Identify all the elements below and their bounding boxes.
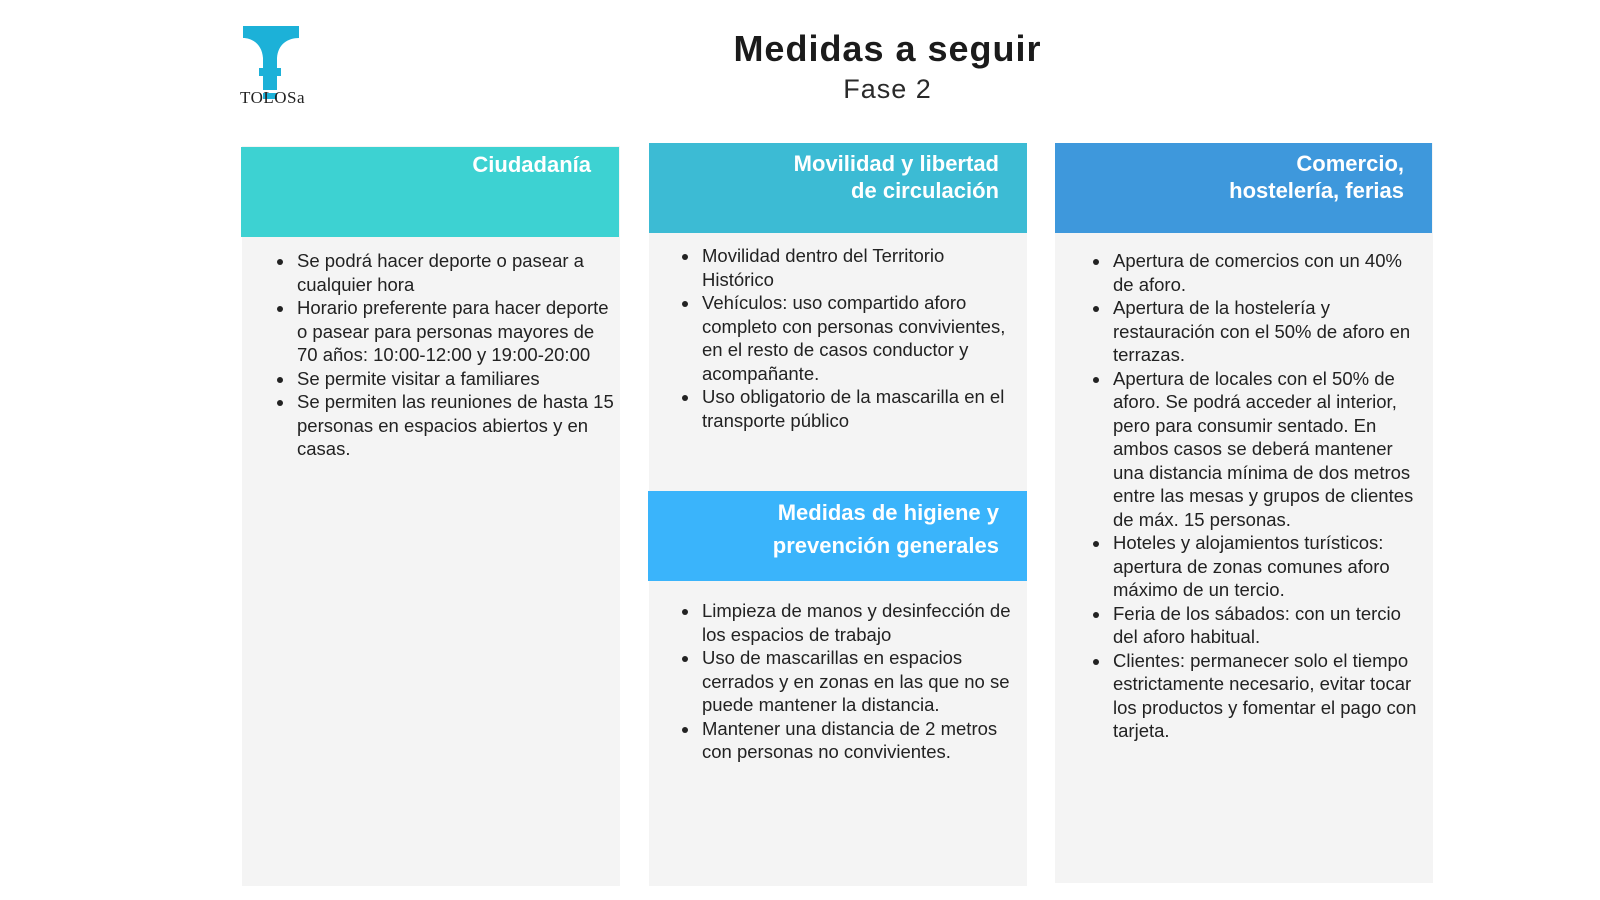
- comercio-list: [1093, 249, 1421, 743]
- page-subtitle: Fase 2: [843, 74, 932, 104]
- comercio-title-line1: Comercio,: [1296, 151, 1404, 176]
- list-item: • Apertura de la hostelería y restauración con el 50% de aforo en terrazas.: [1111, 296, 1421, 367]
- higiene-list: [682, 599, 1020, 764]
- list-item: • Uso obligatorio de la mascarilla en el transporte público: [700, 385, 1015, 432]
- higiene-title-line1: Medidas de higiene y: [777, 500, 999, 525]
- list-item: • Uso de mascarillas en espacios cerrados y en zonas en las que no se puede mantener la distancia.: [700, 646, 1020, 717]
- list-item: • Movilidad dentro del Territorio Histórico: [700, 244, 1015, 291]
- ciudadania-header: [241, 147, 619, 237]
- higiene-title-line2: prevención generales: [772, 533, 999, 558]
- comercio-title-line2: hostelería, ferias: [1229, 178, 1404, 203]
- list-item: • Horario preferente para hacer deporte o pasear para personas mayores de 70 años: 10:00-12:00 y 19:00-20:00: [295, 296, 615, 367]
- list-item: • Feria de los sábados: con un tercio del aforo habitual.: [1111, 602, 1421, 649]
- list-item: • Se permite visitar a familiares: [295, 367, 615, 391]
- movilidad-header: [649, 143, 1027, 233]
- list-item: • Vehículos: uso compartido aforo completo con personas convivientes, en el resto de casos conductor y acompañante.: [700, 291, 1015, 385]
- list-item: • Clientes: permanecer solo el tiempo estrictamente necesario, evitar tocar los productos y fomentar el pago con tarjeta.: [1111, 649, 1421, 743]
- higiene-header: [648, 491, 1027, 581]
- list-item: • Apertura de locales con el 50% de aforo. Se podrá acceder al interior, pero para consumir sentado. En ambos casos se deberá mantener una distancia mínima de dos metros entre las mesas y grupos de clientes de máx. 15 personas.: [1111, 367, 1421, 532]
- logo-text: TOLOSa: [240, 88, 306, 107]
- movilidad-title-line2: de circulación: [851, 178, 999, 203]
- movilidad-title-line1: Movilidad y libertad: [793, 151, 999, 176]
- movilidad-list: [682, 244, 1015, 432]
- ciudadania-title: Ciudadanía: [472, 152, 591, 177]
- page-title: Medidas a seguir: [733, 28, 1042, 69]
- list-item: • Hoteles y alojamientos turísticos: apertura de zonas comunes aforo máximo de un tercio.: [1111, 531, 1421, 602]
- comercio-header: [1055, 143, 1432, 233]
- list-item: • Se permiten las reuniones de hasta 15 personas en espacios abiertos y en casas.: [295, 390, 615, 461]
- list-item: • Se podrá hacer deporte o pasear a cualquier hora: [295, 249, 615, 296]
- list-item: • Mantener una distancia de 2 metros con personas no convivientes.: [700, 717, 1020, 764]
- ciudadania-list: [277, 249, 615, 461]
- list-item: • Limpieza de manos y desinfección de los espacios de trabajo: [700, 599, 1020, 646]
- list-item: • Apertura de comercios con un 40% de aforo.: [1111, 249, 1421, 296]
